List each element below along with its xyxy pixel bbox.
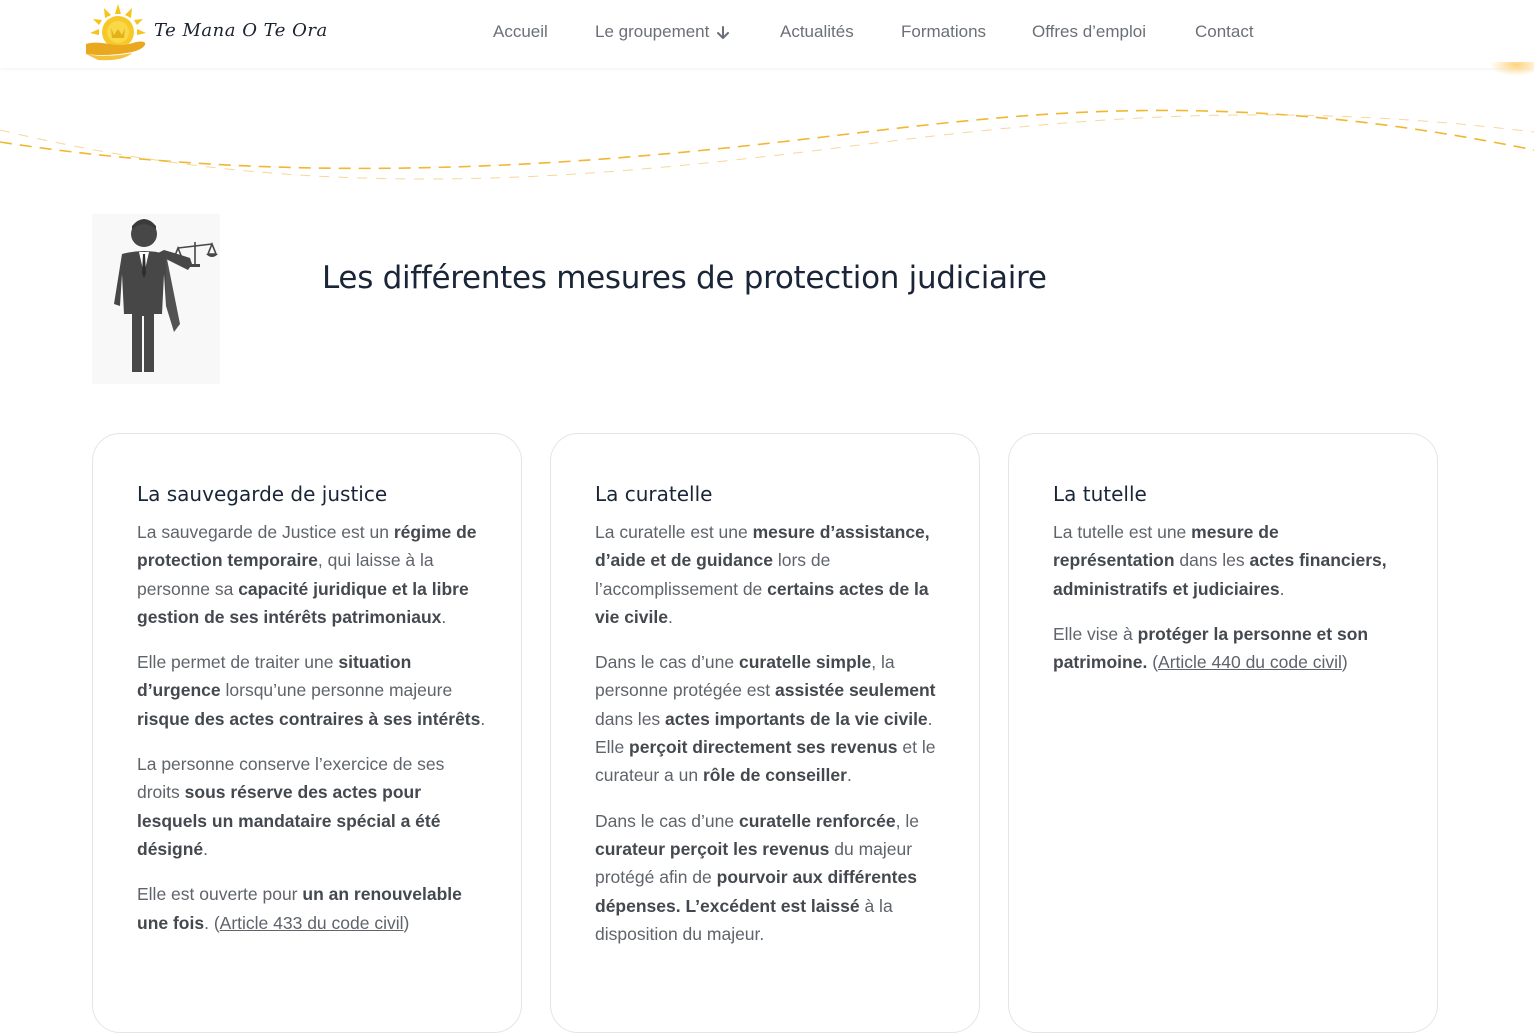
bold-text: curatelle simple bbox=[738, 652, 872, 673]
nav-le-groupement[interactable] bbox=[595, 22, 729, 42]
text: La tutelle est une bbox=[1053, 522, 1192, 542]
bold-text: protéger la personne et son patrimoine. bbox=[1053, 623, 1369, 673]
article-link[interactable]: Article 440 du code civil bbox=[1158, 652, 1342, 673]
card-title: La tutelle bbox=[1053, 482, 1147, 506]
bold-text: mesure de représentation bbox=[1053, 522, 1279, 571]
text: . ( bbox=[204, 912, 220, 933]
card-body bbox=[1053, 518, 1403, 676]
bold-text: risque des actes contraires à ses intérêts bbox=[137, 708, 481, 729]
text: . Elle bbox=[595, 708, 933, 758]
card-body bbox=[137, 518, 487, 937]
bold-text: certains actes de la vie civile bbox=[595, 578, 929, 627]
decorative-glow bbox=[1490, 62, 1534, 76]
text: La sauvegarde de Justice est un bbox=[137, 522, 394, 542]
bold-text: régime de protection temporaire bbox=[137, 522, 477, 571]
text: . bbox=[846, 765, 852, 786]
nav-formations[interactable]: Formations bbox=[901, 22, 987, 41]
bold-text: curatelle renforcée bbox=[738, 810, 896, 831]
text: dans les bbox=[595, 708, 666, 729]
card-paragraph bbox=[1053, 518, 1403, 603]
card-paragraph bbox=[595, 807, 945, 948]
text: , la personne protégée est bbox=[595, 652, 895, 701]
nav-accueil[interactable]: Accueil bbox=[493, 22, 548, 41]
card-paragraph bbox=[595, 518, 945, 631]
text: . bbox=[480, 708, 486, 729]
text: ( bbox=[1147, 652, 1159, 673]
nav-contact[interactable]: Contact bbox=[1195, 22, 1254, 41]
bold-text: actes financiers, administratifs et judiciaires bbox=[1053, 550, 1387, 599]
text: ) bbox=[1341, 652, 1348, 673]
text: lorsqu’une personne majeure bbox=[220, 680, 453, 701]
text: Elle est ouverte pour bbox=[137, 884, 303, 905]
card-tutelle bbox=[1008, 433, 1438, 1033]
card-paragraph bbox=[595, 648, 945, 789]
logo-text: Te Mana O Te Ora bbox=[154, 20, 328, 41]
text: . bbox=[203, 838, 209, 859]
text: à la disposition du majeur. bbox=[595, 895, 893, 944]
bold-text: situation d’urgence bbox=[137, 652, 412, 701]
card-title: La curatelle bbox=[595, 482, 713, 506]
text: La curatelle est une bbox=[595, 522, 753, 542]
main-nav bbox=[0, 22, 1534, 46]
card-paragraph bbox=[137, 880, 487, 937]
card-sauvegarde-de-justice bbox=[92, 433, 522, 1033]
decorative-dashed-wave bbox=[0, 72, 1534, 202]
text: . bbox=[1279, 578, 1285, 599]
text: du majeur protégé afin de bbox=[595, 838, 913, 888]
text: , qui laisse à la personne sa bbox=[137, 550, 434, 599]
bold-text: rôle de conseiller bbox=[702, 765, 847, 786]
text: ) bbox=[403, 912, 410, 933]
text: Elle vise à bbox=[1053, 623, 1138, 644]
bold-text: pourvoir aux différentes dépenses. L’excédent est laissé bbox=[595, 867, 917, 916]
card-paragraph bbox=[137, 518, 487, 631]
page-title: Les différentes mesures de protection judiciaire bbox=[322, 260, 1047, 296]
bold-text: actes importants de la vie civile bbox=[665, 708, 928, 729]
text: lors de l’accomplissement de bbox=[595, 550, 831, 599]
text: La personne conserve l’exercice de ses droits bbox=[137, 754, 445, 803]
bold-text: un an renouvelable une fois bbox=[137, 884, 462, 933]
article-link[interactable]: Article 433 du code civil bbox=[219, 912, 404, 933]
text: Elle permet de traiter une bbox=[137, 652, 339, 673]
nav-offres-emploi[interactable]: Offres d’emploi bbox=[1032, 22, 1147, 41]
bold-text: perçoit directement ses revenus bbox=[629, 737, 898, 758]
bold-text: mesure d’assistance, d’aide et de guidance bbox=[595, 522, 930, 571]
bold-text: sous réserve des actes pour lesquels un mandataire spécial a été désigné bbox=[137, 782, 441, 859]
text: dans les bbox=[1174, 550, 1250, 571]
text: Dans le cas d’une bbox=[595, 652, 739, 673]
card-title: La sauvegarde de justice bbox=[137, 482, 388, 506]
arrow-down-icon bbox=[717, 26, 729, 40]
bold-text: assistée seulement bbox=[775, 680, 936, 701]
nav-actualites[interactable]: Actualités bbox=[780, 22, 854, 41]
text: . bbox=[667, 606, 673, 627]
text: Dans le cas d’une bbox=[595, 810, 739, 831]
card-paragraph bbox=[137, 648, 487, 733]
card-paragraph bbox=[137, 750, 487, 863]
card-curatelle bbox=[550, 433, 980, 1033]
lawyer-with-scales-icon bbox=[92, 214, 220, 384]
nav-le-groupement-label: Le groupement bbox=[595, 22, 710, 41]
bold-text: capacité juridique et la libre gestion de ses intérêts patrimoniaux bbox=[137, 578, 469, 627]
site-header bbox=[0, 0, 1534, 68]
text: , le bbox=[895, 810, 919, 831]
card-paragraph bbox=[1053, 620, 1403, 677]
text: . bbox=[441, 606, 447, 627]
card-body bbox=[595, 518, 945, 948]
bold-text: curateur perçoit les revenus bbox=[595, 838, 830, 859]
text: et le curateur a un bbox=[595, 737, 936, 786]
